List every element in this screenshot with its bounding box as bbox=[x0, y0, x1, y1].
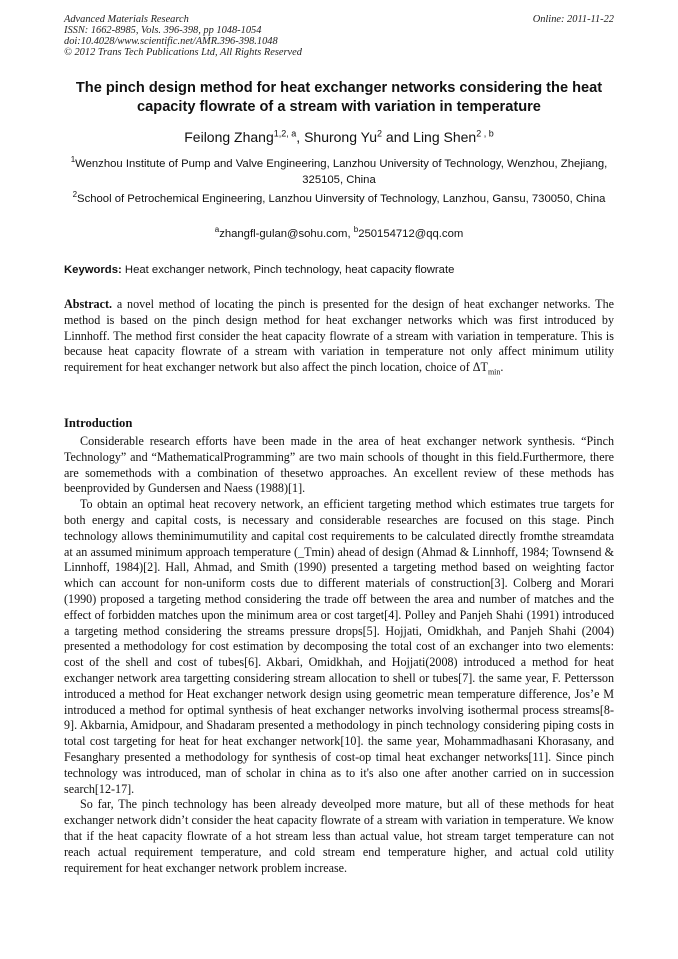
keywords-line bbox=[64, 262, 614, 278]
author-affil-mark: 1,2, a bbox=[273, 128, 297, 139]
abstract-paragraph bbox=[64, 297, 614, 376]
abstract-text: a novel method of locating the pinch is presented for the design of heat exchanger networks. The method is based on the pinch design method for heat exchanger networks which was first introduced by Linnhoff. The method first consider the heat capacity flowrate of a stream with variation in temperature. This is because heat capacity flowrate of a stream with variation in temperature not only affect minimum utility requirement for heat exchanger network but also affect the pinch location, choice of bbox=[64, 297, 614, 375]
abstract-end: . bbox=[500, 360, 504, 375]
intro-paragraph-2: To obtain an optimal heat recovery network, an efficient targeting method which estimates true targets for both energy and capital costs, is necessary and considerable researches are focused on this stage. Pinch technology allows theminimumutility and capital cost requirements to be calculated directly fromthe streamdata at an assumed minimum approach temperature (_Tmin) ahead of design (Ahmad & Linnhoff, 1984; Townsend & Linnhoff, 1984)[2]. Hall, Ahmad, and Smith (1990) presented a targeting method based on weighting factor which can account for non-uniform costs due to different materials of construction[3]. Colberg and Morari (1990) proposed a targeting method considering the trade off between the area and number of matches and the effect of forbidden matches upon the minimum area or cost target[4]. Polley and Panjeh Shahi (1991) introduced a targeting method considering the streams pressure drops[5]. Hojjati, Omidkhah, and Panjeh Shahi (2004) presented a methodology for cost estimation by decomposing the total cost of an exchanger into two elements: cost of the shell and cost of tubes[6]. Akbari, Omidkhah, and Hojjati(2008) introduced a method for heat exchanger network area targetting considering stream allocation to shell or tubes[7]. the same year, F. Pettersson introduced a method for Heat exchanger network design using geometric mean temperature difference, Jos’e M introduced a method for optimal synthesis of heat exchanger networks involving isothermal process streams[8-9]. Akbarnia, Amidpour, and Shadaram presented a methodology in pinch technology considering piping costs in total cost targeting for heat for heat exchanger network[10]. the same year, Mohammadhasani Khorasany, and Fesanghary presented a methodology for synthesis of cost-op timal heat exchanger networks[11]. Since pinch technology was introduced, man of scholar in china as to it's also one after another carried on in succession search[12-17]. bbox=[64, 497, 614, 796]
email-mark: b bbox=[353, 225, 359, 235]
journal-header bbox=[64, 14, 614, 58]
author-list bbox=[40, 128, 638, 146]
doi-line[interactable]: doi:10.4028/www.scientific.net/AMR.396-398.1048 bbox=[64, 36, 278, 47]
author-name: Shurong Yu bbox=[304, 129, 377, 145]
affiliation-2 bbox=[64, 191, 614, 207]
issn-line: ISSN: 1662-8985, Vols. 396-398, pp 1048-1054 bbox=[64, 25, 262, 36]
delta-t-symbol: ΔT bbox=[472, 360, 488, 375]
section-heading-introduction: Introduction bbox=[64, 416, 133, 430]
author-separator: , bbox=[296, 129, 305, 145]
intro-paragraph-3: So far, The pinch technology has been already deveolped more mature, but all of these methods for heat exchanger network didn’t consider the heat capacity flowrate of a stream with variation in temperature. We know that if the heat capacity flowrate of a hot stream less than actual value, hot stream target temperature can not reach actual requirement temperature, and cold stream end temperature higher, and actual cold utility requirement for heat exchanger network problem increase. bbox=[64, 797, 614, 875]
affiliation-1 bbox=[64, 156, 614, 188]
online-date: Online: 2011-11-22 bbox=[532, 14, 614, 25]
intro-paragraph-1: Considerable research efforts have been made in the area of heat exchanger network synthesis. “Pinch Technology” and “MathematicalProgramming” are two main schools of thought in this field.Furthermore, there are somemethods with a combination of thesetwo approaches. An excellent review of these methods has beenprovided by Gundersen and Naess (1988)[1]. bbox=[64, 434, 614, 496]
email-link[interactable]: zhangfl-gulan@sohu.com, bbox=[219, 228, 354, 240]
affiliation-mark: 1 bbox=[70, 155, 76, 165]
email-mark: a bbox=[214, 225, 220, 235]
delta-t-subscript: min bbox=[487, 367, 501, 377]
affiliation-text: Wenzhou Institute of Pump and Valve Engineering, Lanzhou University of Technology, Wenzhou, Zhejiang, 325105, China bbox=[75, 158, 608, 186]
author-name: Feilong Zhang bbox=[184, 129, 274, 145]
author-affil-mark: 2 bbox=[377, 128, 383, 139]
keywords-label: Keywords: bbox=[64, 264, 122, 276]
affiliation-mark: 2 bbox=[72, 190, 78, 200]
author-affil-mark: 2 , b bbox=[476, 128, 494, 139]
author-separator: and bbox=[382, 129, 414, 145]
affiliation-text: School of Petrochemical Engineering, Lanzhou Uinversity of Technology, Lanzhou, Gansu, 730050, China bbox=[77, 193, 606, 205]
author-name: Ling Shen bbox=[413, 129, 477, 145]
keywords-text: Heat exchanger network, Pinch technology, heat capacity flowrate bbox=[121, 264, 455, 276]
paper-title: The pinch design method for heat exchanger networks considering the heat capacity flowrate of a stream with variation in temperature bbox=[75, 80, 603, 115]
introduction-body bbox=[64, 434, 614, 876]
email-link[interactable]: 250154712@qq.com bbox=[358, 228, 464, 240]
author-emails bbox=[64, 226, 614, 242]
journal-name: Advanced Materials Research bbox=[64, 14, 189, 25]
abstract-label: Abstract. bbox=[64, 297, 113, 311]
copyright-line: © 2012 Trans Tech Publications Ltd, All Rights Reserved bbox=[64, 47, 302, 58]
